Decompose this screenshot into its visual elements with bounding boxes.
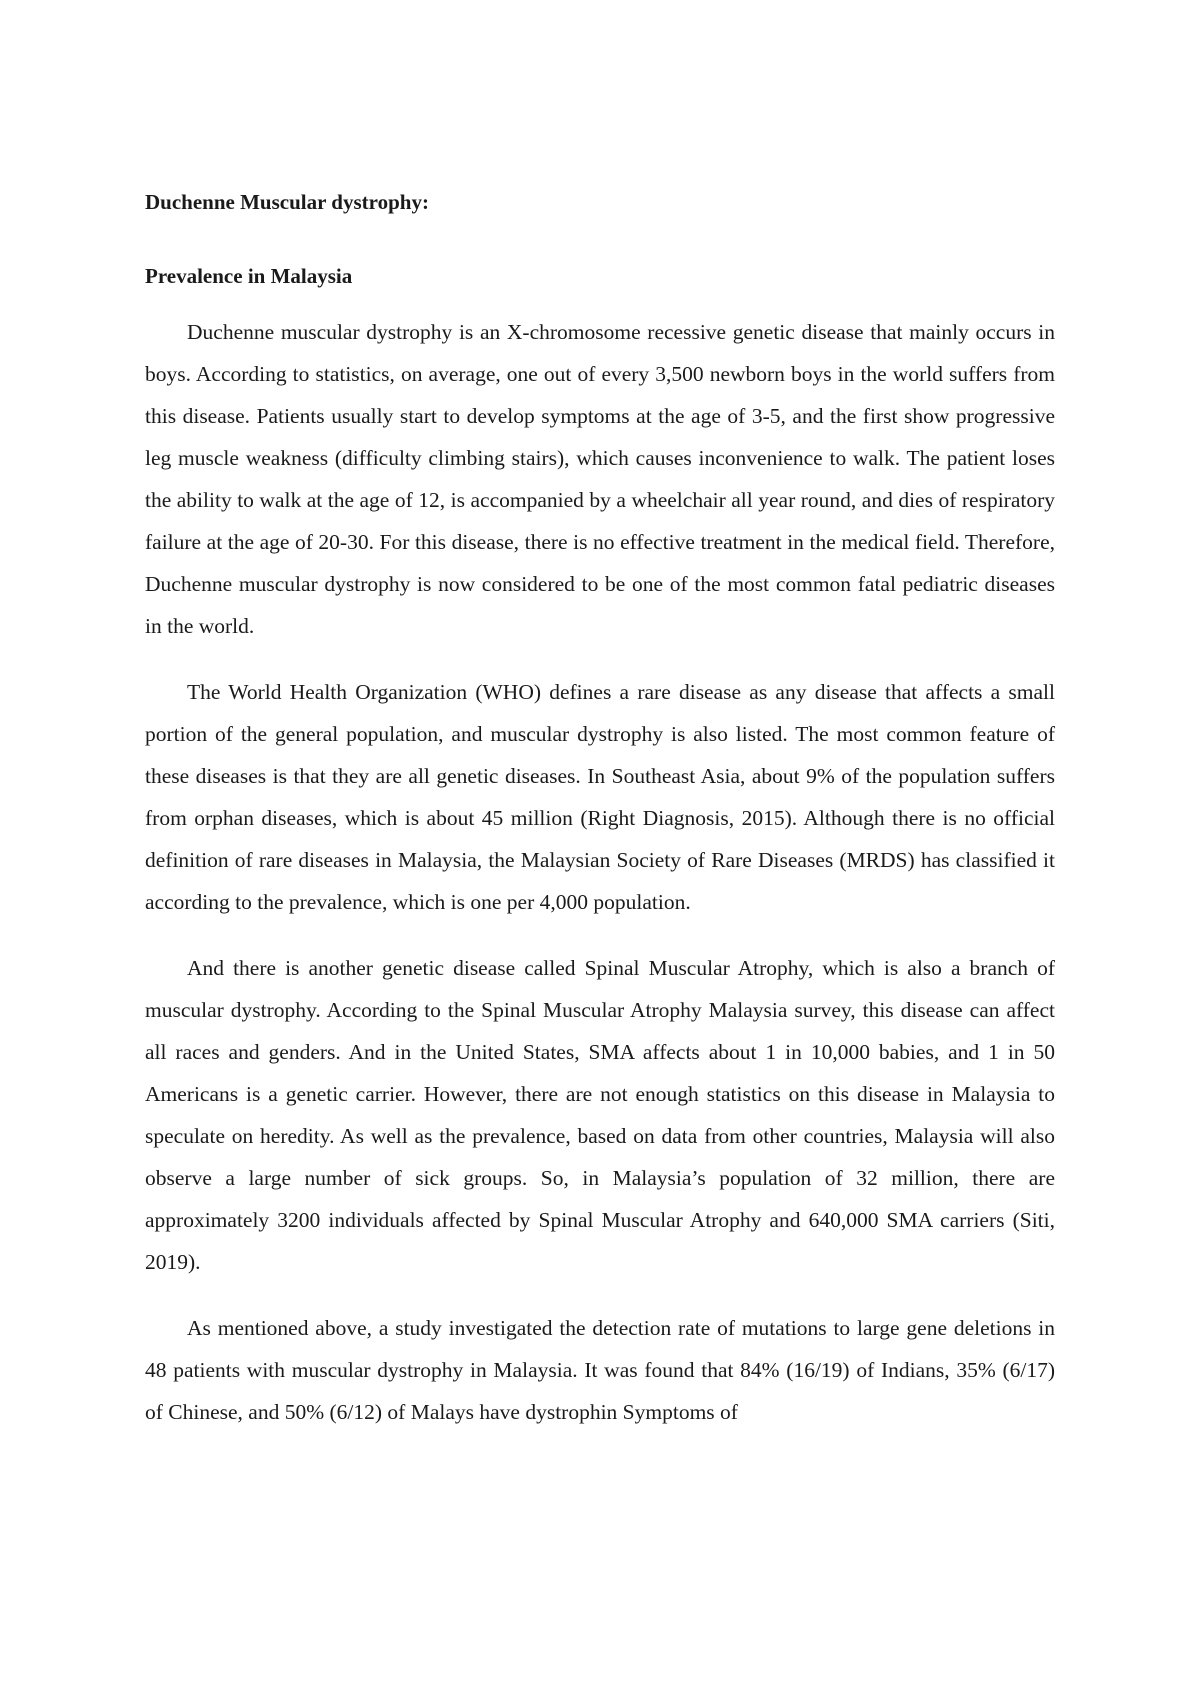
document-title: Duchenne Muscular dystrophy: [145, 190, 429, 214]
paragraph: As mentioned above, a study investigated the detection rate of mutations to large gene deletions in 48 patients with muscular dystrophy in Malaysia. It was found that 84% (16/19) of Indians, 35% (6/17) of Chinese, and 50% (6/12) of Malays have dystrophin Symptoms of [145, 1316, 1055, 1424]
paragraph: And there is another genetic disease called Spinal Muscular Atrophy, which is also a branch of muscular dystrophy. According to the Spinal Muscular Atrophy Malaysia survey, this disease can affect all races and genders. And in the United States, SMA affects about 1 in 10,000 babies, and 1 in 50 Americans is a genetic carrier. However, there are not enough statistics on this disease in Malaysia to speculate on heredity. As well as the prevalence, based on data from other countries, Malaysia will also observe a large number of sick groups. So, in Malaysia’s population of 32 million, there are approximately 3200 individuals affected by Spinal Muscular Atrophy and 640,000 SMA carriers (Siti, 2019). [145, 956, 1055, 1274]
paragraph: The World Health Organization (WHO) defines a rare disease as any disease that affects a small portion of the general population, and muscular dystrophy is also listed. The most common feature of these diseases is that they are all genetic diseases. In Southeast Asia, about 9% of the population suffers from orphan diseases, which is about 45 million (Right Diagnosis, 2015). Although there is no official definition of rare diseases in Malaysia, the Malaysian Society of Rare Diseases (MRDS) has classified it according to the prevalence, which is one per 4,000 population. [145, 680, 1055, 914]
section-heading: Prevalence in Malaysia [145, 264, 353, 288]
paragraph: Duchenne muscular dystrophy is an X-chromosome recessive genetic disease that mainly occurs in boys. According to statistics, on average, one out of every 3,500 newborn boys in the world suffers from this disease. Patients usually start to develop symptoms at the age of 3-5, and the first show progressive leg muscle weakness (difficulty climbing stairs), which causes inconvenience to walk. The patient loses the ability to walk at the age of 12, is accompanied by a wheelchair all year round, and dies of respiratory failure at the age of 20-30. For this disease, there is no effective treatment in the medical field. Therefore, Duchenne muscular dystrophy is now considered to be one of the most common fatal pediatric diseases in the world. [145, 320, 1055, 638]
document-body [145, 188, 1055, 1457]
